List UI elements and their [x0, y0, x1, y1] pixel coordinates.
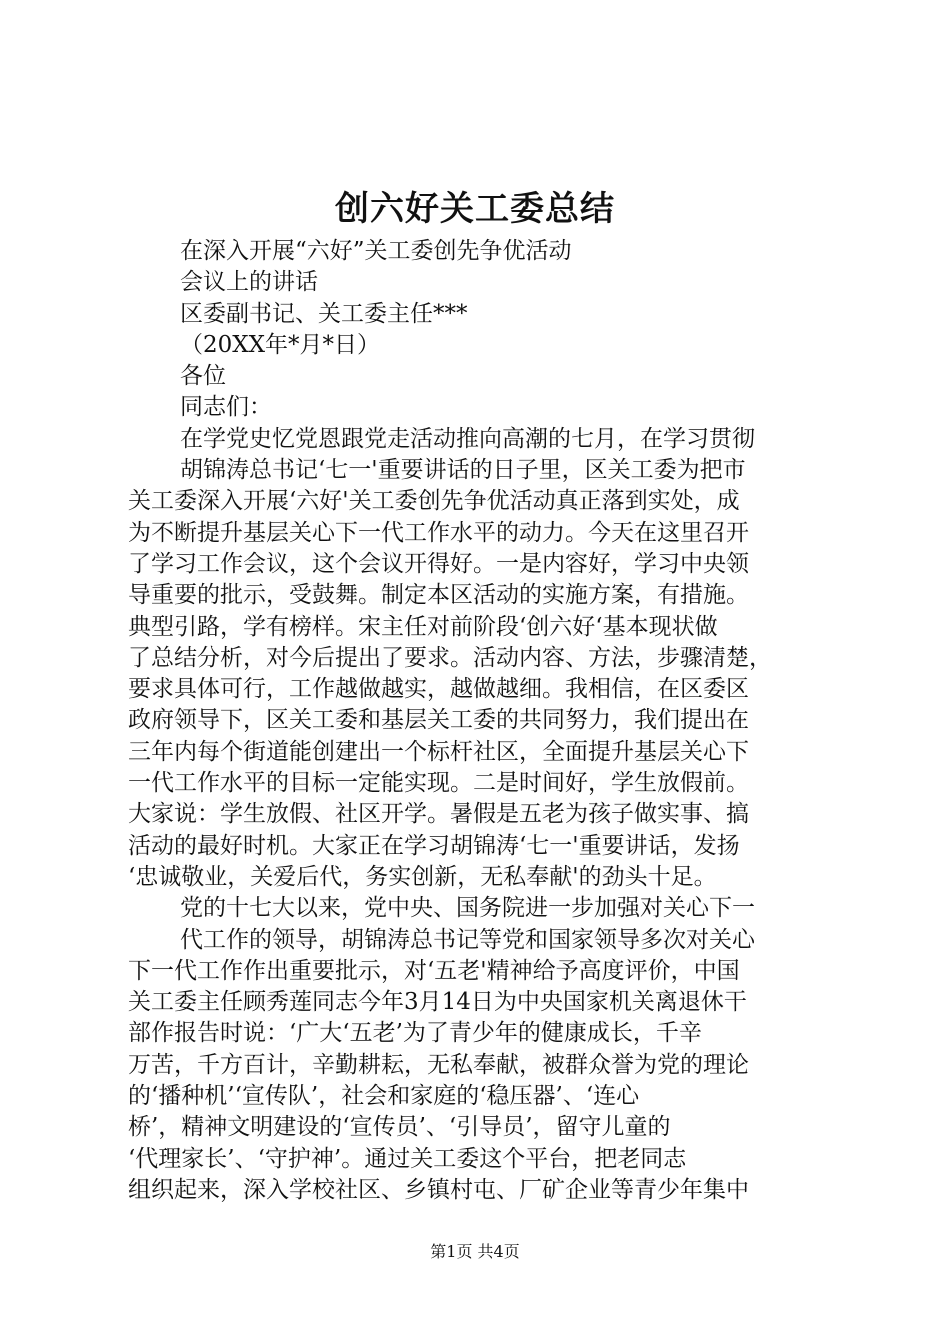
text-line: 各位	[180, 363, 226, 390]
document-title: 创六好关工委总结	[335, 189, 615, 229]
text-line: 了总结分析，对今后提出了要求。活动内容、方法，步骤清楚，	[128, 644, 772, 671]
text-line: 大家说：学生放假、社区开学。暑假是五老为孩子做实事、搞	[128, 801, 749, 828]
text-line: ‘代理家长’、‘守护神’。通过关工委这个平台，把老同志	[128, 1145, 687, 1172]
text-line: 会议上的讲话	[180, 269, 318, 296]
text-line: 在深入开展“六好”关工委创先争优活动	[180, 238, 572, 264]
text-line: 了学习工作会议，这个会议开得好。一是内容好，学习中央领	[128, 550, 749, 577]
text-line: 要求具体可行，工作越做越实，越做越细。我相信，在区委区	[128, 676, 749, 703]
text-line: 下一代工作作出重要批示，对‘五老'精神给予高度评价，中国	[128, 957, 740, 984]
text-line: 活动的最好时机。大家正在学习胡锦涛‘七一'重要讲话，发扬	[128, 832, 740, 859]
text-line: 关工委深入开展‘六好'关工委创先争优活动真正落到实处，成	[128, 488, 740, 515]
text-line: 政府领导下，区关工委和基层关工委的共同努力，我们提出在	[128, 707, 749, 734]
text-line: 桥’，精神文明建设的‘宣传员’、‘引导员’，留守儿童的	[128, 1114, 671, 1141]
text-line: 同志们：	[180, 394, 272, 421]
document-body	[128, 236, 828, 1206]
text-line: 区委副书记、关工委主任***	[180, 300, 468, 327]
text-line: ‘忠诚敬业，关爱后代，务实创新，无私奉献'的劲头十足。	[128, 863, 717, 890]
text-line: 关工委主任顾秀莲同志今年3月14日为中央国家机关离退休干	[128, 989, 747, 1016]
text-line: 胡锦涛总书记‘七一'重要讲话的日子里，区关工委为把市	[180, 457, 746, 484]
text-line: 组织起来，深入学校社区、乡镇村屯、厂矿企业等青少年集中	[128, 1176, 749, 1203]
text-line: 一代工作水平的目标一定能实现。二是时间好，学生放假前。	[128, 770, 749, 797]
text-line: 万苦，千方百计，辛勤耕耘，无私奉献，被群众誉为党的理论	[128, 1051, 749, 1078]
text-line: 部作报告时说：‘广大‘五老’为了青少年的健康成长，千辛	[128, 1020, 702, 1047]
text-line: 三年内每个街道能创建出一个标杆社区，全面提升基层关心下	[128, 738, 749, 765]
text-line: 的‘播种机’‘宣传队’，社会和家庭的‘稳压器’、‘连心	[128, 1083, 640, 1110]
text-line: 为不断提升基层关心下一代工作水平的动力。今天在这里召开	[128, 519, 749, 546]
text-line: （20XX年*月*日）	[180, 331, 381, 358]
text-line: 代工作的领导，胡锦涛总书记等党和国家领导多次对关心	[180, 926, 755, 953]
text-line: 导重要的批示，受鼓舞。制定本区活动的实施方案，有措施。	[128, 582, 749, 609]
text-line: 典型引路，学有榜样。宋主任对前阶段‘创六好‘基本现状做	[128, 613, 718, 640]
text-line: 党的十七大以来，党中央、国务院进一步加强对关心下一	[180, 895, 755, 922]
page-footer: 第1页 共4页	[430, 1242, 520, 1261]
text-line: 在学党史忆党恩跟党走活动推向高潮的七月，在学习贯彻	[180, 425, 755, 452]
